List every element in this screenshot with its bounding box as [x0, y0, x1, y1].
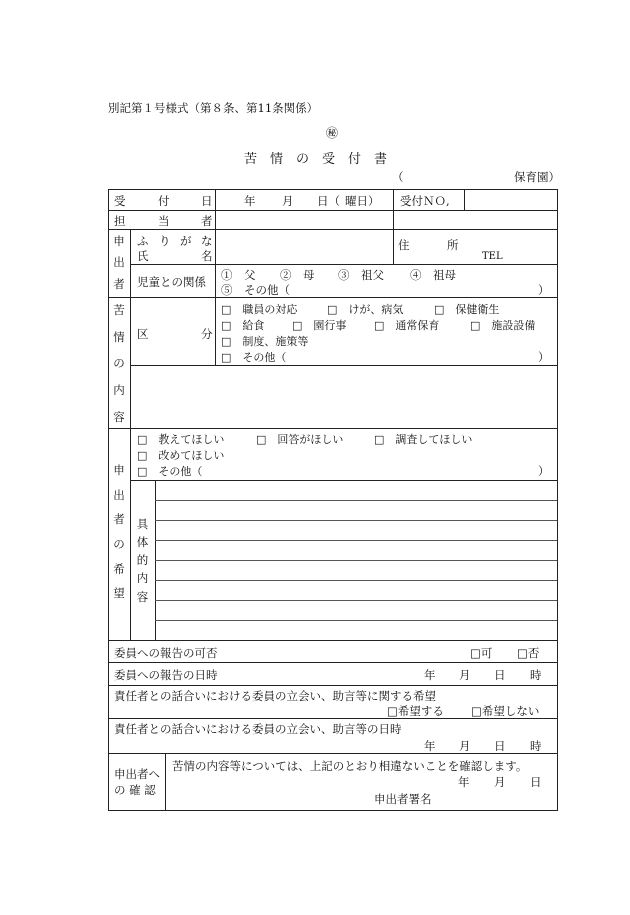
wish-investigate[interactable]: □ 調査してほしい	[374, 433, 473, 446]
relation-grandfather[interactable]: ③ 祖父	[338, 268, 384, 282]
wish-answer[interactable]: □ 回答がほしい	[256, 433, 344, 446]
tel-label: TEL	[482, 251, 503, 262]
category-staff[interactable]: □ 職員の対応	[221, 303, 298, 316]
attendance-date-hour: 時	[530, 739, 542, 753]
nursery-suffix: 保育園）	[514, 170, 560, 184]
category-label-1: 区	[137, 327, 149, 341]
category-other[interactable]: □ その他（	[221, 351, 287, 364]
category-facilities[interactable]: □ 施設設備	[470, 319, 536, 332]
report-permission-label: 委員への報告の可否	[114, 646, 218, 660]
nursery-paren: （	[392, 170, 404, 184]
handler-label-1: 担	[114, 214, 126, 228]
attendance-date-year: 年	[424, 739, 436, 753]
reception-month: 月	[282, 194, 294, 208]
reception-label-2: 付	[158, 194, 170, 208]
secret-mark: ㊙	[326, 126, 339, 140]
complaint-side-label: 苦 情 の 内 容	[113, 303, 125, 424]
attendance-no[interactable]: □希望しない	[471, 704, 540, 718]
attendance-date-label: 責任者との話合いにおける委員の立会い、助言等の日時	[114, 722, 402, 736]
relation-label: 児童との関係	[137, 275, 206, 289]
name-field[interactable]	[217, 231, 391, 262]
attendance-wish-label: 責任者との話合いにおける委員の立会い、助言等に関する希望	[114, 689, 436, 703]
report-date-label: 委員への報告の日時	[114, 668, 218, 682]
category-injury[interactable]: □ けが、病気	[327, 303, 404, 316]
furigana-1: ふ	[137, 234, 149, 248]
wish-side-label: 申 出 者 の 希 望	[113, 463, 125, 601]
attendance-date-month: 月	[459, 739, 471, 753]
category-events[interactable]: □ 園行事	[292, 319, 347, 332]
report-date-month: 月	[459, 668, 471, 682]
confirm-label-2: の 確 認	[114, 783, 156, 797]
name-label-1: 氏	[137, 249, 149, 263]
report-date-hour: 時	[530, 668, 542, 682]
signature-label: 申出者署名	[374, 792, 432, 806]
reception-label-3: 日	[201, 194, 213, 208]
reception-label-1: 受	[114, 194, 126, 208]
category-regular-care[interactable]: □ 通常保育	[374, 319, 440, 332]
confirm-label-1: 申出者へ	[114, 767, 160, 781]
address-label-1: 住	[398, 238, 410, 252]
wish-improve[interactable]: □ 改めてほしい	[137, 449, 225, 462]
relation-grandmother[interactable]: ④ 祖母	[410, 268, 456, 282]
reception-no-field[interactable]	[466, 191, 555, 208]
relation-other[interactable]: ⑤ その他（	[221, 283, 290, 297]
handler-field[interactable]	[217, 212, 555, 227]
name-label-2: 名	[201, 249, 213, 263]
report-no[interactable]: □否	[517, 646, 540, 660]
wish-teach[interactable]: □ 教えてほしい	[137, 433, 225, 446]
category-policy[interactable]: □ 制度、施策等	[221, 335, 309, 348]
confirm-month: 月	[494, 775, 506, 789]
relation-mother[interactable]: ② 母	[280, 268, 315, 282]
furigana-3: が	[180, 234, 192, 248]
handler-label-2: 当	[158, 214, 170, 228]
relation-other-close: ）	[538, 283, 550, 297]
detail-content-field[interactable]	[157, 482, 555, 638]
report-date-day: 日	[494, 668, 506, 682]
confirm-day: 日	[530, 775, 542, 789]
address-field[interactable]	[466, 231, 555, 262]
handler-label-3: 者	[201, 214, 213, 228]
furigana-4: な	[201, 234, 213, 248]
complaint-content-field[interactable]	[132, 367, 555, 426]
reception-day: 日（	[317, 194, 340, 208]
attendance-yes[interactable]: □希望する	[387, 704, 444, 718]
signature-field[interactable]	[430, 789, 550, 807]
category-meals[interactable]: □ 給食	[221, 319, 265, 332]
confirm-text: 苦情の内容等については、上記のとおり相違ないことを確認します。	[172, 759, 528, 773]
category-label-2: 分	[201, 327, 213, 341]
report-yes[interactable]: □可	[470, 646, 493, 660]
category-other-close: ）	[538, 350, 550, 364]
relation-father[interactable]: ① 父	[221, 268, 256, 282]
applicant-side-label: 申 出 者	[113, 234, 125, 291]
wish-other[interactable]: □ その他（	[137, 465, 203, 478]
address-label-2: 所	[447, 238, 459, 252]
detail-label: 具 体 的 内 容	[136, 517, 149, 604]
report-date-year: 年	[424, 668, 436, 682]
furigana-2: り	[159, 234, 171, 248]
attendance-date-day: 日	[494, 739, 506, 753]
page-title: 苦 情 の 受 付 書	[244, 152, 388, 167]
confirm-year: 年	[458, 775, 470, 789]
category-health[interactable]: □ 保健衛生	[434, 303, 500, 316]
reception-weekday: 曜日）	[345, 194, 380, 208]
wish-other-close: ）	[538, 464, 550, 478]
reception-year: 年	[244, 194, 256, 208]
form-id: 別記第１号様式（第８条、第11条関係）	[108, 101, 319, 115]
reception-no-label: 受付ＮＯ,	[400, 194, 450, 208]
